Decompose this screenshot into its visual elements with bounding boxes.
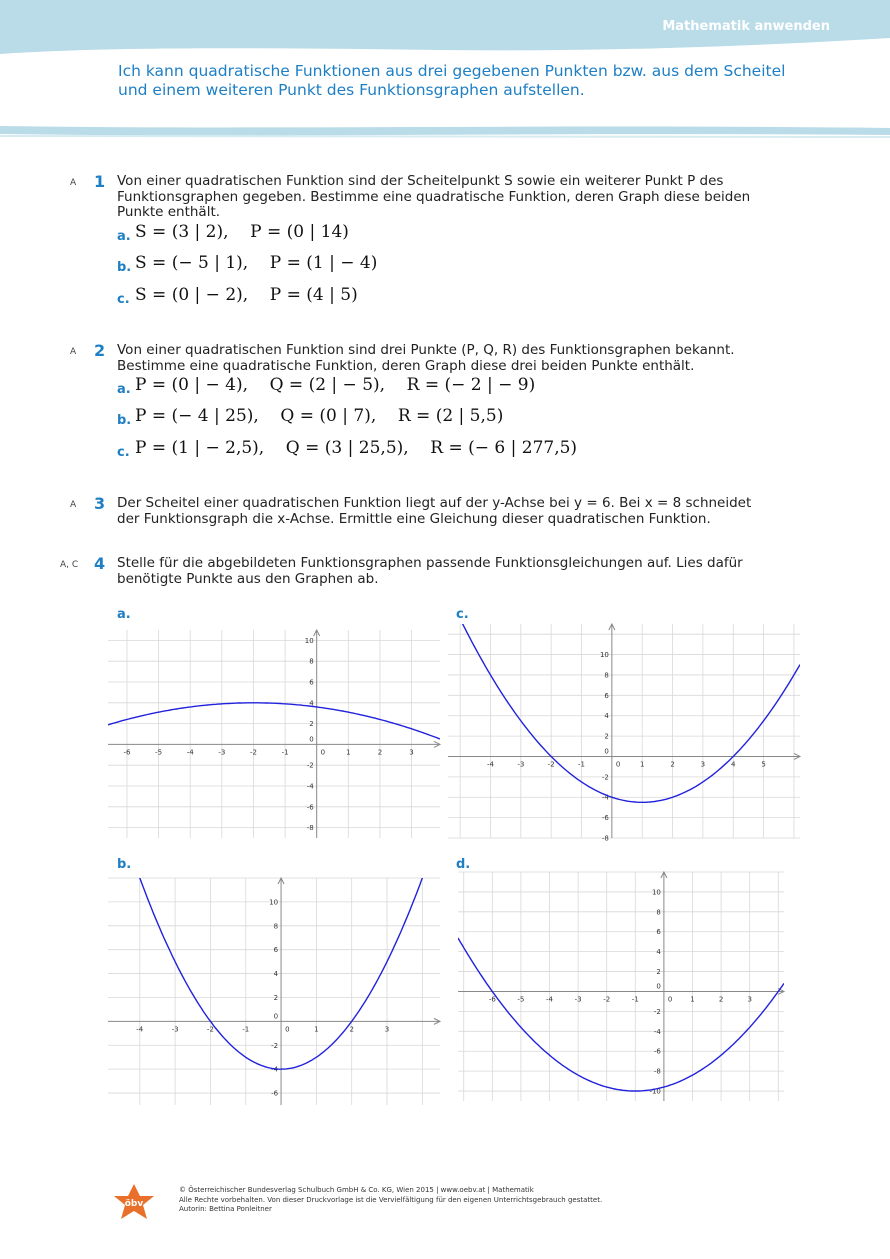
x-tick-label: 0 xyxy=(320,748,326,757)
x-tick-label: 5 xyxy=(761,760,766,769)
x-tick-label: 3 xyxy=(747,995,752,1004)
x-tick-label: -3 xyxy=(171,1025,179,1034)
logo-text: öbv xyxy=(124,1199,144,1209)
y-tick-label: -4 xyxy=(271,1065,279,1074)
task-number: 2 xyxy=(94,341,106,360)
y-tick-label: 2 xyxy=(604,732,609,741)
graph-b xyxy=(108,878,440,1105)
y-tick-label: -10 xyxy=(649,1087,661,1096)
x-tick-label: 0 xyxy=(667,995,673,1004)
x-tick-label: -4 xyxy=(186,748,194,757)
x-tick-label: -5 xyxy=(517,995,525,1004)
x-tick-label: 3 xyxy=(700,760,706,769)
x-tick-label: -4 xyxy=(486,760,494,769)
y-tick-label: -2 xyxy=(306,761,314,770)
y-tick-label: 0 xyxy=(656,982,661,991)
x-tick-label: 3 xyxy=(384,1025,390,1034)
y-tick-label: 2 xyxy=(309,720,314,729)
x-tick-label: 0 xyxy=(285,1025,290,1034)
graph-c xyxy=(448,624,800,843)
item-label: b. xyxy=(117,260,132,275)
task-category: A xyxy=(70,347,77,357)
item-expression: P = (− 4 | 25), Q = (0 | 7), R = (2 | 5,5) xyxy=(135,406,504,426)
y-tick-label: -6 xyxy=(653,1047,661,1056)
y-tick-label: -6 xyxy=(306,803,314,812)
x-tick-label: 0 xyxy=(615,760,621,769)
y-tick-label: -8 xyxy=(306,824,314,833)
x-tick-label: -2 xyxy=(206,1025,214,1034)
x-tick-label: 1 xyxy=(690,995,695,1004)
item-expression: P = (1 | − 2,5), Q = (3 | 25,5), R = (− 6 | 277,5) xyxy=(135,438,578,458)
divider-band xyxy=(0,122,890,146)
x-tick-label: 2 xyxy=(349,1025,354,1034)
parabola-curve xyxy=(458,938,784,1091)
y-tick-label: 4 xyxy=(273,970,279,979)
y-tick-label: 6 xyxy=(309,678,314,687)
x-tick-label: -1 xyxy=(578,760,586,769)
x-tick-label: -4 xyxy=(546,995,554,1004)
task-text: Stelle für die abgebildeten Funktionsgraphen passende Funktionsgleichungen auf. Lies dafür benötigte Punkte aus den Graphen ab. xyxy=(117,555,743,587)
y-tick-label: -2 xyxy=(601,773,609,782)
task-text: Der Scheitel einer quadratischen Funktion liegt auf der y-Achse bei y = 6. Bei x = 8 schneidet der Funktionsgraph die x-Achse. Ermittle eine Gleichung dieser quadratischen Funktion. xyxy=(117,495,752,527)
graph-label-d: d. xyxy=(456,857,471,872)
oebv-logo xyxy=(114,1184,154,1220)
y-tick-label: 10 xyxy=(599,651,609,660)
task-category: A, C xyxy=(60,560,79,570)
x-tick-label: -1 xyxy=(242,1025,250,1034)
copyright-line: © Österreichischer Bundesverlag Schulbuch GmbH & Co. KG, Wien 2015 | www.oebv.at | Mathematik xyxy=(179,1186,534,1194)
x-tick-label: -2 xyxy=(249,748,257,757)
intro-text: Ich kann quadratische Funktionen aus drei gegebenen Punkten bzw. aus dem Scheitel und einem weiteren Punkt des Funktionsgraphen aufstellen. xyxy=(118,62,786,99)
graph-label-c: c. xyxy=(456,607,469,622)
y-tick-label: 6 xyxy=(656,928,661,937)
y-tick-label: 0 xyxy=(273,1012,279,1021)
x-tick-label: 2 xyxy=(377,748,383,757)
x-tick-label: -3 xyxy=(517,760,525,769)
y-tick-label: -8 xyxy=(653,1067,661,1076)
x-tick-label: -2 xyxy=(547,760,555,769)
y-tick-label: -6 xyxy=(271,1089,279,1098)
y-tick-label: 4 xyxy=(656,948,661,957)
item-label: c. xyxy=(117,445,130,460)
task-category: A xyxy=(70,500,77,510)
task-number: 3 xyxy=(94,494,106,513)
x-tick-label: -1 xyxy=(281,748,289,757)
y-tick-label: 8 xyxy=(656,908,661,917)
author-line: Autorin: Bettina Ponleitner xyxy=(179,1205,272,1213)
task-number: 1 xyxy=(94,172,106,191)
x-tick-label: 2 xyxy=(718,995,724,1004)
parabola-curve xyxy=(108,703,440,739)
item-label: a. xyxy=(117,229,131,244)
x-tick-label: -2 xyxy=(603,995,611,1004)
y-tick-label: -8 xyxy=(601,834,609,843)
y-tick-label: -2 xyxy=(653,1007,661,1016)
y-tick-label: 4 xyxy=(309,699,314,708)
item-expression: S = (− 5 | 1), P = (1 | − 4) xyxy=(135,253,378,273)
item-label: c. xyxy=(117,292,130,307)
page-tag: Mathematik anwenden xyxy=(662,19,830,34)
y-tick-label: 4 xyxy=(604,712,609,721)
y-tick-label: -4 xyxy=(306,782,314,791)
graph-a xyxy=(108,630,440,838)
y-tick-label: 10 xyxy=(651,888,661,897)
task-category: A xyxy=(70,178,77,188)
y-tick-label: -2 xyxy=(271,1041,279,1050)
graph-d xyxy=(458,872,784,1101)
x-tick-label: -3 xyxy=(574,995,582,1004)
x-tick-label: 4 xyxy=(731,760,736,769)
x-tick-label: -1 xyxy=(631,995,639,1004)
item-label: a. xyxy=(117,382,131,397)
graph-label-a: a. xyxy=(117,607,131,622)
task-text: Von einer quadratischen Funktion sind drei Punkte (P, Q, R) des Funktionsgraphen bekannt. Bestimme eine quadratische Funktion, deren Graph diese drei beiden Punkte enthält. xyxy=(117,342,735,374)
item-expression: S = (3 | 2), P = (0 | 14) xyxy=(135,222,349,242)
y-tick-label: 6 xyxy=(273,946,279,955)
x-tick-label: -6 xyxy=(123,748,131,757)
graph-label-b: b. xyxy=(117,857,132,872)
x-tick-label: -4 xyxy=(136,1025,144,1034)
y-tick-label: 10 xyxy=(269,898,279,907)
x-tick-label: 2 xyxy=(670,760,675,769)
parabola-curve xyxy=(448,594,800,803)
footer-text xyxy=(179,1186,602,1215)
y-tick-label: 0 xyxy=(604,747,609,756)
y-tick-label: 8 xyxy=(604,671,609,680)
rights-line: Alle Rechte vorbehalten. Von dieser Druckvorlage ist die Vervielfältigung für den eigenen Unterrichtsgebrauch gestattet. xyxy=(179,1195,603,1204)
x-tick-label: 1 xyxy=(314,1025,319,1034)
x-tick-label: -3 xyxy=(218,748,226,757)
item-expression: P = (0 | − 4), Q = (2 | − 5), R = (− 2 | − 9) xyxy=(135,375,536,395)
x-tick-label: 1 xyxy=(346,748,351,757)
y-tick-label: -4 xyxy=(653,1027,661,1036)
y-tick-label: 8 xyxy=(273,922,279,931)
task-number: 4 xyxy=(94,554,106,573)
task-text: Von einer quadratischen Funktion sind der Scheitelpunkt S sowie ein weiterer Punkt P des Funktionsgraphen gegeben. Bestimme eine quadratische Funktion, deren Graph diese beiden Punkte enthält. xyxy=(117,173,751,220)
item-label: b. xyxy=(117,413,132,428)
x-tick-label: 3 xyxy=(409,748,414,757)
y-tick-label: 0 xyxy=(309,735,314,744)
y-tick-label: 6 xyxy=(604,691,609,700)
y-tick-label: 10 xyxy=(304,636,314,645)
item-expression: S = (0 | − 2), P = (4 | 5) xyxy=(135,285,358,305)
y-tick-label: -6 xyxy=(601,814,609,823)
y-tick-label: 2 xyxy=(656,968,661,977)
y-tick-label: -4 xyxy=(601,793,609,802)
x-tick-label: 1 xyxy=(639,760,645,769)
x-tick-label: -5 xyxy=(155,748,163,757)
x-tick-label: -6 xyxy=(488,995,496,1004)
y-tick-label: 2 xyxy=(273,993,279,1002)
y-tick-label: 8 xyxy=(309,657,314,666)
